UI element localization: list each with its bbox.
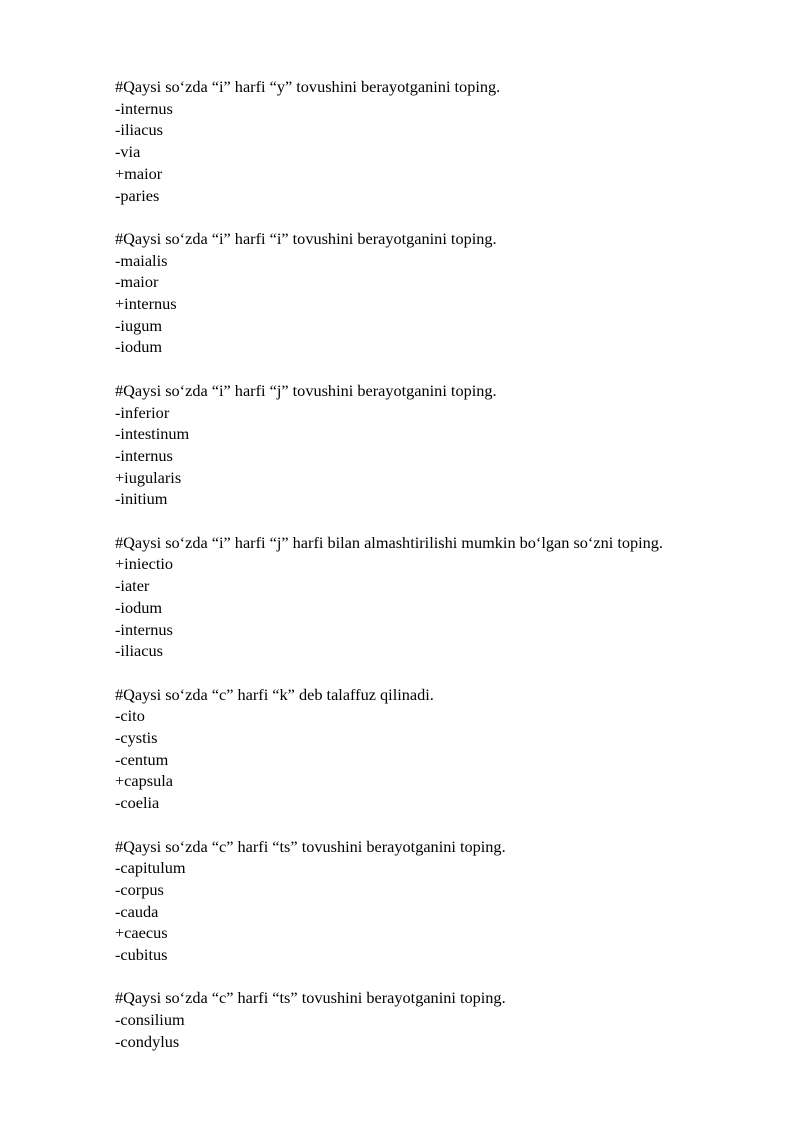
question-block <box>115 987 785 1052</box>
document-page <box>115 76 785 1074</box>
question-text: #Qaysi so‘zda “c” harfi “k” deb talaffuz qilinadi. <box>115 684 434 704</box>
answer-option: -iater <box>115 576 150 596</box>
answer-option: -intestinum <box>115 424 190 444</box>
answer-option: -iliacus <box>115 641 163 661</box>
answer-option: -via <box>115 142 141 162</box>
correct-answer-option: +caecus <box>115 923 168 943</box>
answer-option: -cystis <box>115 728 158 748</box>
answer-option: -cauda <box>115 901 159 921</box>
answer-option: -inferior <box>115 402 170 422</box>
answer-option: -corpus <box>115 879 164 899</box>
answer-option: -capitulum <box>115 858 186 878</box>
question-block <box>115 684 785 814</box>
answer-option: -initium <box>115 489 168 509</box>
answer-option: -maior <box>115 272 159 292</box>
question-block <box>115 836 785 966</box>
answer-option: -iodum <box>115 597 163 617</box>
answer-option: -maialis <box>115 250 168 270</box>
answer-option: -paries <box>115 185 160 205</box>
answer-option: -cubitus <box>115 945 168 965</box>
question-text: #Qaysi so‘zda “c” harfi “ts” tovushini berayotganini toping. <box>115 988 506 1008</box>
question-block <box>115 532 785 662</box>
answer-option: -cito <box>115 706 145 726</box>
question-block <box>115 380 785 510</box>
question-text: #Qaysi so‘zda “c” harfi “ts” tovushini berayotganini toping. <box>115 836 506 856</box>
question-text: #Qaysi so‘zda “i” harfi “i” tovushini berayotganini toping. <box>115 228 497 248</box>
question-block <box>115 228 785 358</box>
correct-answer-option: +internus <box>115 294 177 314</box>
question-block <box>115 76 785 206</box>
answer-option: -internus <box>115 98 173 118</box>
answer-option: -iodum <box>115 337 163 357</box>
question-text: #Qaysi so‘zda “i” harfi “j” harfi bilan almashtirilishi mumkin bo‘lgan so‘zni toping. <box>115 532 663 552</box>
answer-option: -consilium <box>115 1010 185 1030</box>
correct-answer-option: +capsula <box>115 771 174 791</box>
correct-answer-option: +maior <box>115 163 163 183</box>
answer-option: -iugum <box>115 315 163 335</box>
answer-option: -condylus <box>115 1031 180 1051</box>
answer-option: -internus <box>115 619 173 639</box>
correct-answer-option: +iugularis <box>115 467 182 487</box>
correct-answer-option: +iniectio <box>115 554 174 574</box>
answer-option: -centum <box>115 749 169 769</box>
answer-option: -coelia <box>115 793 160 813</box>
question-text: #Qaysi so‘zda “i” harfi “j” tovushini berayotganini toping. <box>115 380 497 400</box>
answer-option: -iliacus <box>115 120 163 140</box>
question-text: #Qaysi so‘zda “i” harfi “y” tovushini berayotganini toping. <box>115 77 501 96</box>
answer-option: -internus <box>115 445 173 465</box>
